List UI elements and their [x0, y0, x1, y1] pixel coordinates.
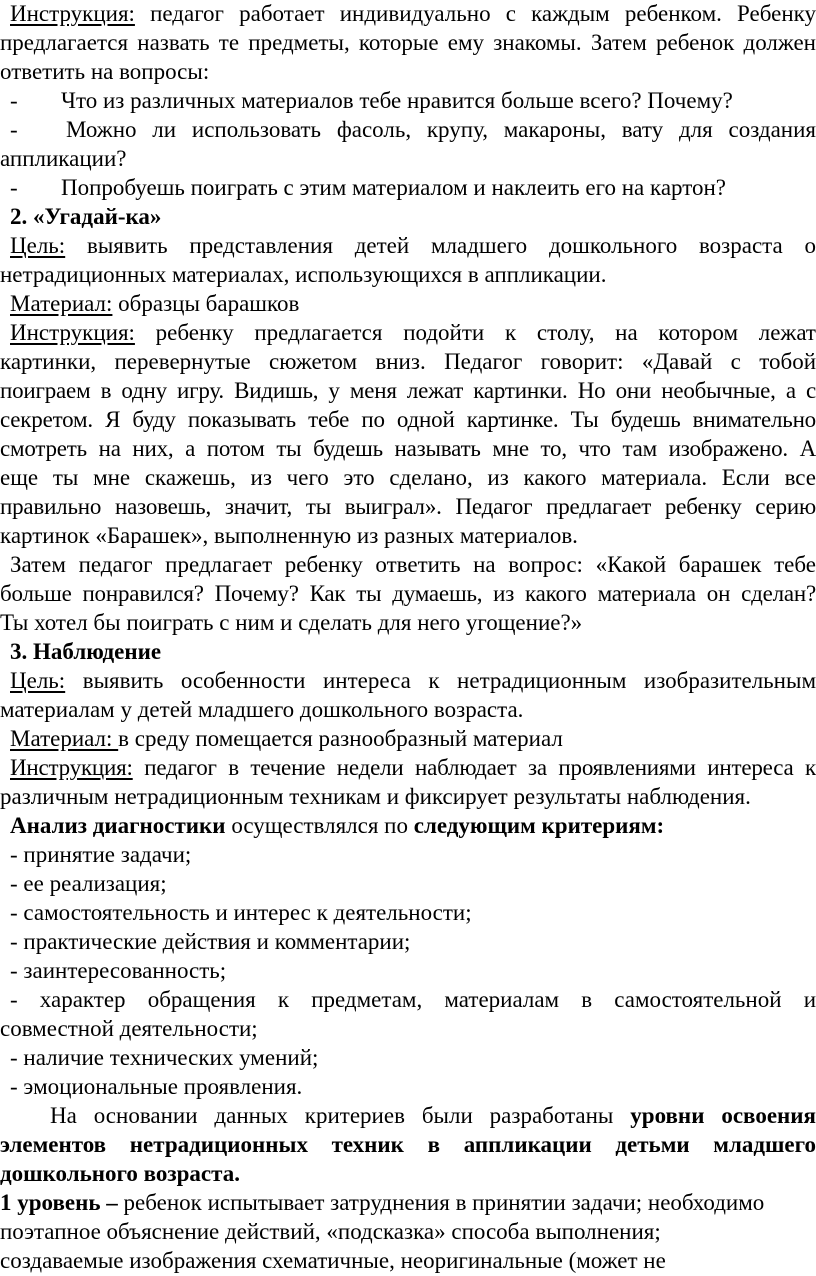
criteria-item: - наличие технических умений; [10, 1045, 319, 1070]
criteria-item: - ее реализация; [10, 871, 167, 896]
material-label: Материал: [10, 291, 113, 316]
text-line: секретом. Я буду показывать тебе по одной картинке. Ты будешь внимательно [0, 407, 816, 432]
material-label: Материал: [10, 726, 119, 751]
question-item: - Можно ли использовать фасоль, крупу, макароны, вату для создания [10, 117, 816, 142]
text-line: поэтапное объяснение действий, «подсказка» способа выполнения; [0, 1219, 661, 1244]
level-line: 1 уровень – ребенок испытывает затруднения в принятии задачи; необходимо [0, 1190, 765, 1215]
text-line: различным нетрадиционным техникам и фиксирует результаты наблюдения. [0, 784, 751, 809]
analysis-line: Анализ диагностики осуществлялся по следующим критериям: [10, 813, 665, 838]
goal-label: Цель: [10, 233, 66, 258]
text-line: больше понравился? Почему? Как ты думаешь, из какого материала он сделан? [0, 581, 816, 606]
instruction-line: Инструкция: ребенку предлагается подойти к столу, на котором лежат [10, 320, 816, 345]
criteria-item: - самостоятельность и интерес к деятельности; [10, 900, 472, 925]
text-line: совместной деятельности; [0, 1016, 258, 1041]
instruction-line-1: Инструкция: педагог работает индивидуально с каждым ребенком. Ребенку [10, 1, 816, 26]
material-line: Материал: образцы барашков [10, 291, 300, 316]
text-line: картинки, перевернутые сюжетом вниз. Педагог говорит: «Давай с тобой [0, 349, 816, 374]
text-line: ответить на вопросы: [0, 59, 210, 84]
text-line: смотреть на них, а потом ты будешь называть мне то, что там изображено. А [0, 436, 816, 461]
criteria-item: - принятие задачи; [10, 842, 192, 867]
criteria-item: - эмоциональные проявления. [10, 1074, 303, 1099]
text-line: Затем педагог предлагает ребенку ответить на вопрос: «Какой барашек тебе [10, 552, 816, 577]
goal-line: Цель: выявить особенности интереса к нетрадиционным изобразительным [10, 668, 816, 693]
goal-line: Цель: выявить представления детей младшего дошкольного возраста о [10, 233, 816, 258]
criteria-item: - заинтересованность; [10, 958, 227, 983]
text-line: еще ты мне скажешь, из чего это сделано, из какого материала. Если все [0, 465, 816, 490]
instruction-label: Инструкция: [10, 1, 135, 26]
section-heading: 3. Наблюдение [10, 639, 162, 664]
material-line: Материал: в среду помещается разнообразный материал [10, 726, 563, 751]
text-line: правильно назовешь, значит, ты выиграл». Педагог предлагает ребенку серию [0, 494, 816, 519]
text-line: предлагается назвать те предметы, которые ему знакомы. Затем ребенок должен [0, 30, 816, 55]
text-line: нетрадиционных материалах, использующихся в аппликации. [0, 262, 607, 287]
text-line: создаваемые изображения схематичные, неоригинальные (может не [0, 1248, 666, 1273]
paragraph-line: дошкольного возраста. [0, 1161, 240, 1186]
instruction-label: Инструкция: [10, 755, 133, 780]
instruction-line: Инструкция: педагог в течение недели наблюдает за проявлениями интереса к [10, 755, 816, 780]
text-line: поиграем в одну игру. Видишь, у меня лежат картинки. Но они необычные, а с [0, 378, 816, 403]
criteria-item: - практические действия и комментарии; [10, 929, 411, 954]
paragraph-line: элементов нетрадиционных техник в аппликации детьми младшего [0, 1132, 816, 1157]
goal-label: Цель: [10, 668, 66, 693]
instruction-label: Инструкция: [10, 320, 135, 345]
question-item: - Попробуешь поиграть с этим материалом и наклеить его на картон? [10, 175, 727, 200]
section-heading: 2. «Угадай-ка» [10, 204, 162, 229]
criteria-item: - характер обращения к предметам, материалам в самостоятельной и [10, 987, 816, 1012]
text-line: картинок «Барашек», выполненную из разных материалов. [0, 523, 578, 548]
paragraph-line: На основании данных критериев были разработаны уровни освоения [50, 1103, 816, 1128]
question-item: - Что из различных материалов тебе нравится больше всего? Почему? [10, 88, 733, 113]
text-line: Ты хотел бы поиграть с ним и сделать для него угощение?» [0, 610, 583, 635]
text-line: аппликации? [0, 146, 127, 171]
text-line: материалам у детей младшего дошкольного возраста. [0, 697, 524, 722]
